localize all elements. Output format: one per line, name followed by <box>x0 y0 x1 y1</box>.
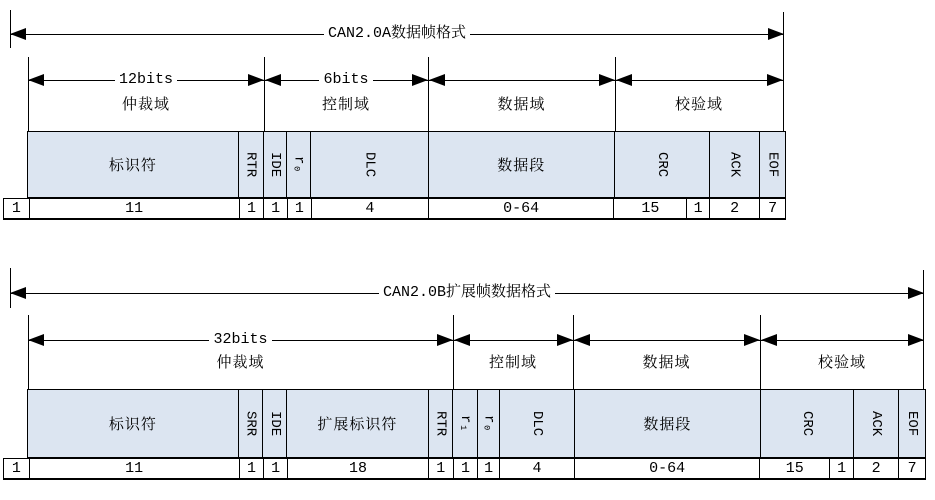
field-eof <box>898 390 925 457</box>
section-terminal <box>428 57 429 131</box>
frame-title-wrapper <box>10 26 784 42</box>
arrowhead-right-icon <box>908 334 924 346</box>
section-label-wrapper <box>573 353 760 375</box>
section-terminal <box>453 315 454 389</box>
bit-count-cell <box>686 199 709 218</box>
arrowhead-right-icon <box>557 334 573 346</box>
bit-count: 4 <box>365 200 375 217</box>
bit-count: 11 <box>125 460 144 477</box>
section-label: 控制域 <box>488 355 537 372</box>
arrowhead-left-icon <box>454 334 470 346</box>
bit-count: 4 <box>532 460 542 477</box>
field-label: 扩展标识符 <box>317 417 398 434</box>
bit-count: 1 <box>484 460 494 477</box>
field-extended-identifier <box>286 390 427 457</box>
diagram-title: CAN2.0B扩展帧数据格式 <box>379 285 555 301</box>
field-label: SRR <box>242 410 259 437</box>
bit-count: 1 <box>294 200 304 217</box>
frame-title-wrapper <box>10 285 924 301</box>
field-label: ACK <box>726 151 743 178</box>
section-label: 数据域 <box>642 355 691 372</box>
field-data-segment <box>574 390 760 457</box>
bit-count: 15 <box>785 460 804 477</box>
section-terminal <box>28 57 29 131</box>
section-label-wrapper <box>760 353 924 375</box>
bit-count-cell <box>428 459 453 478</box>
field-label: 数据段 <box>643 417 692 434</box>
field-label: EOF <box>764 151 781 178</box>
section-arrow-line <box>573 340 760 341</box>
bit-count-cell <box>287 459 428 478</box>
bit-count: 2 <box>730 200 740 217</box>
field-r0 <box>286 132 310 197</box>
bits-label-wrapper <box>28 72 264 88</box>
diagram-title: CAN2.0A数据帧格式 <box>324 26 470 42</box>
field-label: RTR <box>432 410 449 437</box>
bit-count: 18 <box>348 460 367 477</box>
bits-label-wrapper <box>28 332 453 348</box>
field-srr <box>238 390 263 457</box>
bit-count-cell <box>239 459 264 478</box>
field-eof <box>759 132 785 197</box>
field-rtr <box>238 132 263 197</box>
section-label-wrapper <box>428 95 615 117</box>
bit-count: 0-64 <box>649 460 686 477</box>
section-label: 校验域 <box>674 97 723 114</box>
section-terminal <box>615 57 616 131</box>
bit-count-row <box>3 198 786 220</box>
section-terminal <box>264 57 265 131</box>
field-label: 标识符 <box>108 158 157 175</box>
field-rtr <box>428 390 453 457</box>
section-label-wrapper <box>28 95 264 117</box>
bit-count-cell <box>898 459 925 478</box>
field-row <box>27 389 926 458</box>
field-label: EOF <box>904 410 921 437</box>
arrowhead-right-icon <box>599 74 615 86</box>
section-arrow-line <box>615 80 783 81</box>
field-label: IDE <box>266 151 283 178</box>
field-label: IDE <box>266 410 283 437</box>
bit-count: 7 <box>907 460 917 477</box>
bit-count: 2 <box>871 460 881 477</box>
field-label: CRC <box>798 410 815 437</box>
field-label: DLC <box>528 410 545 437</box>
bit-count-cell <box>574 459 759 478</box>
bit-count-cell <box>853 459 898 478</box>
section-label: 数据域 <box>497 97 546 114</box>
bit-count: 1 <box>246 200 256 217</box>
section-label: 校验域 <box>817 355 866 372</box>
bits-label: 6bits <box>319 72 372 88</box>
field-label: ACK <box>868 410 885 437</box>
section-arrow-line <box>453 340 573 341</box>
bit-count: 0-64 <box>503 200 540 217</box>
bit-count-cell <box>263 199 287 218</box>
bit-count-cell <box>287 199 311 218</box>
field-dlc <box>310 132 428 197</box>
section-arrow-line <box>428 80 615 81</box>
field-row <box>27 131 786 198</box>
field-ack <box>709 132 759 197</box>
field-label: RTR <box>242 151 259 178</box>
field-dlc <box>499 390 574 457</box>
bit-count-cell <box>4 199 29 218</box>
field-label: r₀ <box>290 156 307 173</box>
section-terminal <box>28 315 29 389</box>
bit-count: 11 <box>125 200 144 217</box>
bits-label-wrapper <box>264 72 428 88</box>
bit-count: 1 <box>246 460 256 477</box>
field-label: CRC <box>653 151 670 178</box>
bit-count-cell <box>29 459 239 478</box>
bits-label: 12bits <box>115 72 177 88</box>
field-label: DLC <box>361 151 378 178</box>
bit-count: 1 <box>271 200 281 217</box>
section-label-wrapper <box>615 95 783 117</box>
bit-count-cell <box>428 199 613 218</box>
section-label: 仲裁域 <box>216 355 265 372</box>
bit-count: 15 <box>641 200 660 217</box>
bit-count-cell <box>311 199 428 218</box>
bit-count-cell <box>453 459 478 478</box>
section-label-wrapper <box>453 353 573 375</box>
field-label: 数据段 <box>497 158 546 175</box>
bit-count-cell <box>4 459 29 478</box>
bit-count-cell <box>239 199 264 218</box>
bit-count-cell <box>263 459 287 478</box>
bits-label: 32bits <box>209 332 271 348</box>
bit-count: 1 <box>436 460 446 477</box>
section-label-wrapper <box>28 353 453 375</box>
bit-count-cell <box>759 459 829 478</box>
field-crc <box>760 390 853 457</box>
field-label: 标识符 <box>108 417 157 434</box>
field-ide <box>262 390 286 457</box>
arrowhead-left-icon <box>761 334 777 346</box>
bit-count: 1 <box>11 460 21 477</box>
section-label: 仲裁域 <box>121 97 170 114</box>
field-crc <box>614 132 709 197</box>
arrowhead-right-icon <box>767 74 783 86</box>
field-identifier <box>28 132 238 197</box>
field-data-segment <box>428 132 614 197</box>
field-identifier <box>28 390 238 457</box>
bit-count-row <box>3 458 926 480</box>
arrowhead-left-icon <box>429 74 445 86</box>
bit-count-cell <box>29 199 239 218</box>
field-r1 <box>452 390 477 457</box>
bit-count-cell <box>759 199 785 218</box>
bit-count: 1 <box>11 200 21 217</box>
section-arrow-line <box>760 340 924 341</box>
bit-count-cell <box>477 459 499 478</box>
field-label: r₁ <box>457 415 474 432</box>
bit-count: 1 <box>693 200 703 217</box>
bit-count: 1 <box>837 460 847 477</box>
field-label: r₀ <box>480 415 497 432</box>
bit-count: 7 <box>768 200 778 217</box>
arrowhead-right-icon <box>744 334 760 346</box>
arrowhead-left-icon <box>574 334 590 346</box>
bit-count-cell <box>499 459 574 478</box>
bit-count: 1 <box>271 460 281 477</box>
section-terminal <box>573 315 574 389</box>
bit-count-cell <box>829 459 853 478</box>
bit-count-cell <box>709 199 759 218</box>
field-ack <box>853 390 899 457</box>
field-r0 <box>477 390 499 457</box>
section-terminal <box>760 315 761 389</box>
section-label: 控制域 <box>321 97 370 114</box>
bit-count: 1 <box>460 460 470 477</box>
bit-count-cell <box>613 199 686 218</box>
field-ide <box>263 132 287 197</box>
arrowhead-left-icon <box>616 74 632 86</box>
section-label-wrapper <box>264 95 428 117</box>
